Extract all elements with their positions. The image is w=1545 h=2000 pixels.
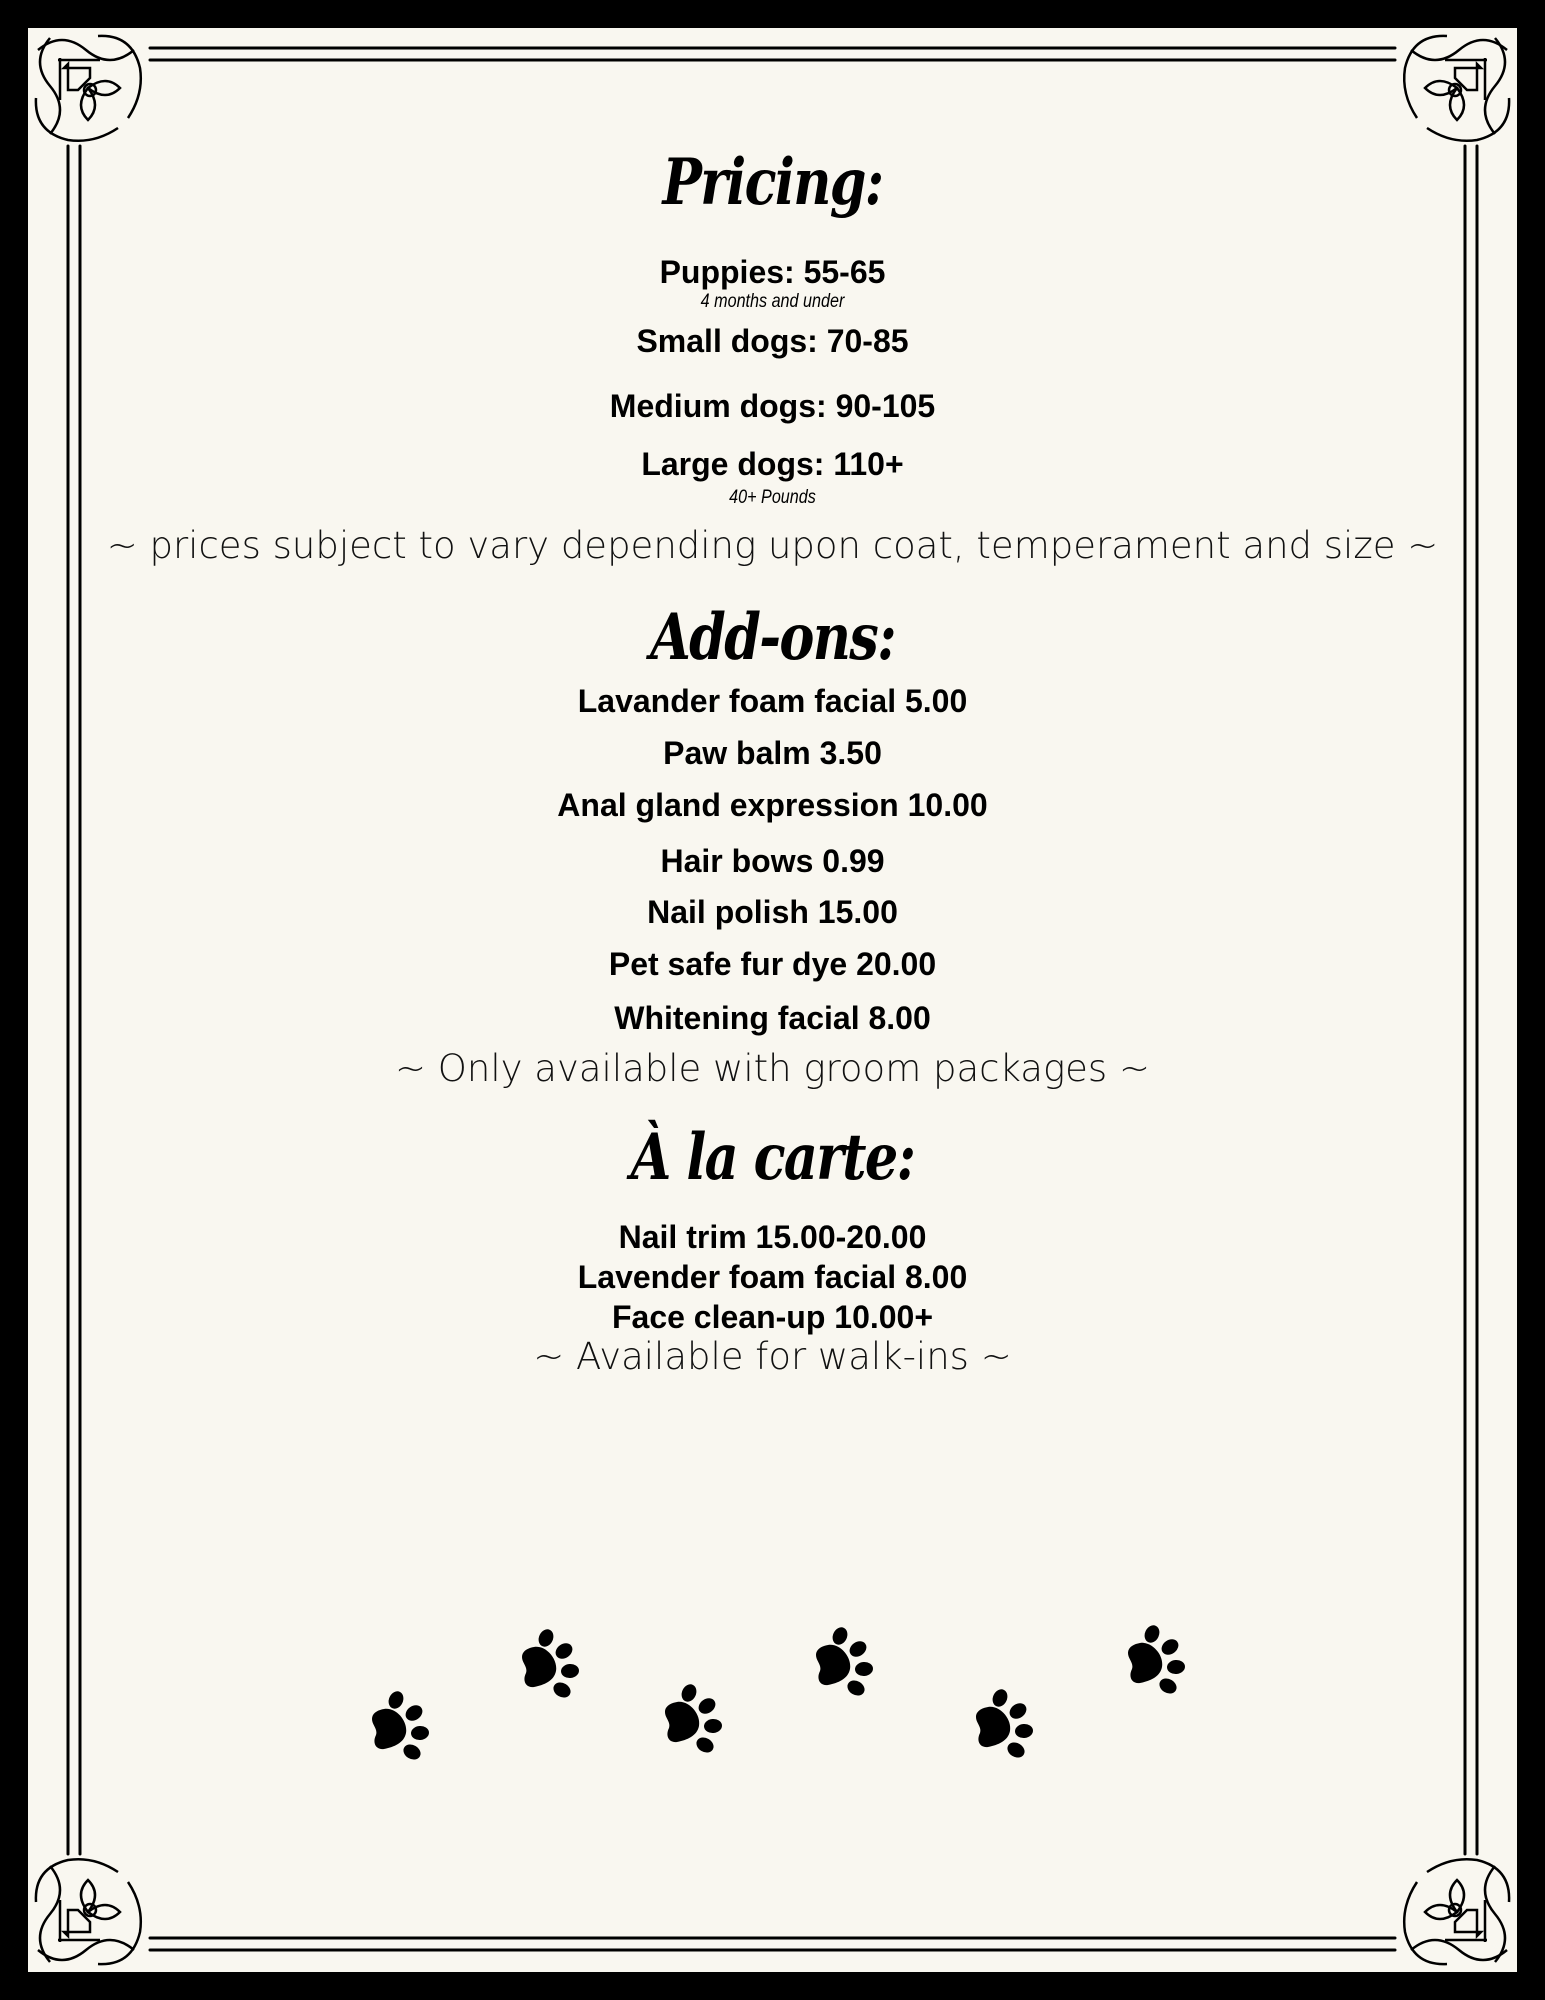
addon-item: Nail polish 15.00: [647, 894, 898, 930]
alacarte-item: Face clean-up 10.00+: [611, 1299, 934, 1335]
price-item-puppies: Puppies: 55-65: [659, 254, 886, 290]
paw-print-icon: [522, 1627, 580, 1701]
paw-print-icon: [816, 1625, 874, 1699]
addon-item: Lavander foam facial 5.00: [577, 683, 968, 719]
price-note-large-dogs: 40+ Pounds: [729, 487, 816, 508]
addon-item: Paw balm 3.50: [663, 735, 882, 771]
alacarte-item: Lavender foam facial 8.00: [577, 1259, 968, 1295]
pricing-title: Pricing:: [662, 145, 883, 220]
pricing-footnote: ~ prices subject to vary depending upon coat, temperament and size ~: [106, 524, 1439, 567]
paw-print-icon: [1128, 1623, 1186, 1697]
addons-footnote: ~ Only available with groom packages ~: [395, 1047, 1150, 1090]
price-note-puppies: 4 months and under: [700, 291, 845, 312]
paw-print-icon: [372, 1689, 430, 1763]
addon-item: Anal gland expression 10.00: [557, 787, 988, 823]
alacarte-item: Nail trim 15.00-20.00: [618, 1219, 927, 1255]
addon-item: Hair bows 0.99: [660, 843, 885, 879]
alacarte-footnote: ~ Available for walk-ins ~: [533, 1335, 1012, 1378]
menu-page: [28, 28, 1517, 1972]
price-item-large-dogs: Large dogs: 110+: [641, 446, 904, 482]
paw-print-icon: [665, 1682, 723, 1756]
price-item-small-dogs: Small dogs: 70-85: [636, 323, 909, 359]
paw-prints: [28, 28, 1517, 1972]
addons-title: Add-ons:: [650, 600, 895, 675]
addon-item: Whitening facial 8.00: [614, 1000, 931, 1036]
addon-item: Pet safe fur dye 20.00: [608, 946, 937, 982]
price-item-medium-dogs: Medium dogs: 90-105: [609, 388, 936, 424]
alacarte-title: À la carte:: [630, 1120, 915, 1195]
paw-print-icon: [976, 1687, 1034, 1761]
